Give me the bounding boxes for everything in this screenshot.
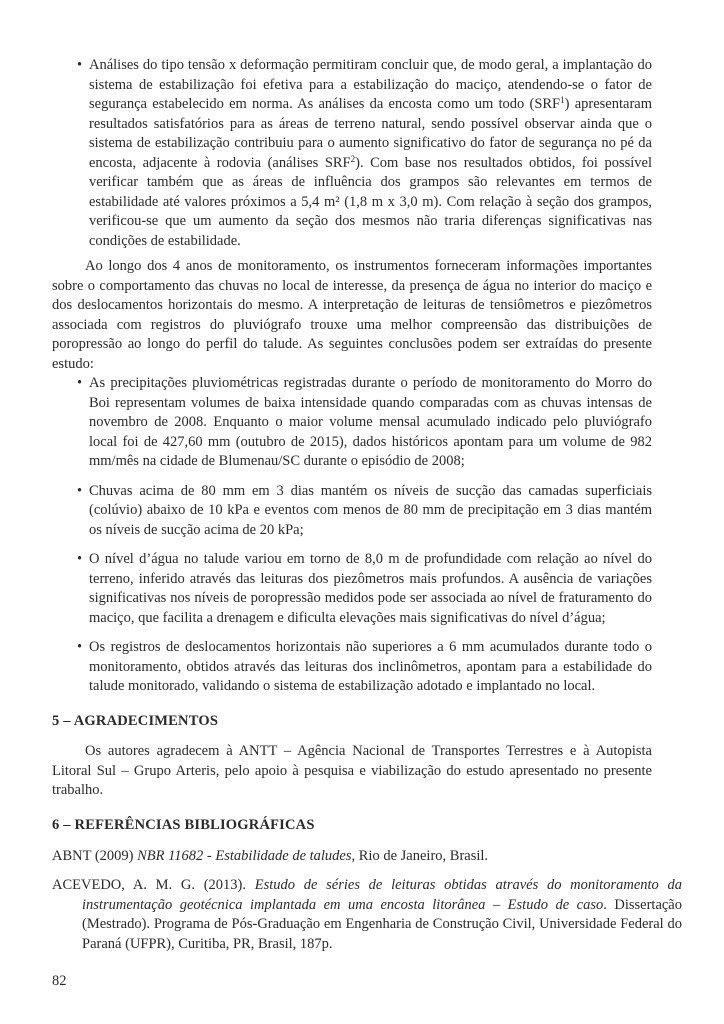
list-item: [52, 56, 652, 251]
bullet-list-analyses: [52, 56, 652, 251]
list-item: [52, 638, 652, 697]
reference-author: ACEVEDO, A. M. G. (2013).: [52, 877, 255, 893]
bullet-icon: •: [77, 639, 83, 655]
page-number: 82: [52, 973, 67, 989]
reference-details: , Rio de Janeiro, Brasil.: [351, 848, 489, 864]
reference-entry: [52, 876, 682, 954]
bullet-list-conclusions: [52, 374, 652, 697]
list-item-text-part: ) apresentaram resultados satisfatórios para as áreas de terreno natural, sendo possível observar ainda que o sistema de estabilização contribuiu para o aumento significativo do fator de segurança no pé da encosta, adjacente à rodovia (análises SRF: [89, 96, 652, 171]
bullet-icon: •: [77, 57, 83, 73]
reference-title: Estudo de séries de leituras obtidas através do monitoramento da instrumentação geotécnica implantada em uma encosta litorânea – Estudo de caso: [82, 877, 683, 913]
bullet-icon: •: [77, 375, 83, 391]
reference-author: ABNT (2009): [52, 848, 138, 864]
list-item-text-part: Análises do tipo tensão x deformação permitiram concluir que, de modo geral, a implantação do sistema de estabilização foi efetiva para a estabilização do maciço, atendendo-se o fator de segurança estabelecido em norma. As análises da encosta como um todo (SRF: [89, 57, 652, 112]
reference-details: . Dissertação (Mestrado). Programa de Pós-Graduação em Engenharia de Construção Civil, Universidade Federal do Paraná (UFPR), Curitiba, PR, Brasil, 187p.: [82, 896, 682, 952]
list-item-text: As precipitações pluviométricas registradas durante o período de monitoramento do Morro do Boi representam volumes de baixa intensidade quando comparadas com as chuvas intensas de novembro de 2008. Enquanto o maior volume mensal acumulado indicado pelo pluviógrafo local foi de 427,60 mm (outubro de 2015), dados históricos apontam para um volume de 982 mm/mês na cidade de Blumenau/SC durante o episódio de 2008;: [89, 375, 652, 469]
list-item-text-part: ). Com base nos resultados obtidos, foi possível verificar também que as áreas de influência dos grampos são relevantes em termos de estabilidade até valores próximos a 5,4 m² (1,8 m x 3,0 m). Com relação à seção dos grampos, verificou-se que um aumento da seção dos mesmos não traria diferenças significativas nas condições de estabilidade.: [89, 154, 652, 249]
list-item-text: O nível d’água no talude variou em torno de 8,0 m de profundidade com relação ao nível do terreno, inferido através das leituras dos piezômetros mais profundos. A ausência de variações significativas nos níveis de poropressão medidos pode ser associada ao nível de fraturamento do maciço, que facilita a drenagem e dificulta elevações mais significativas do nível d’água;: [89, 551, 652, 626]
section-heading-acknowledgements: 5 – AGRADECIMENTOS: [52, 713, 219, 729]
reference-entry: [52, 847, 682, 867]
section-heading-references: 6 – REFERÊNCIAS BIBLIOGRÁFICAS: [52, 817, 315, 833]
list-item: [52, 482, 652, 541]
reference-title: NBR 11682 - Estabilidade de taludes: [137, 848, 352, 864]
paragraph-acknowledgements: Os autores agradecem à ANTT – Agência Nacional de Transportes Terrestres e à Autopista Litoral Sul – Grupo Arteris, pelo apoio à pesquisa e viabilização do estudo apresentado no presente trabalho.: [52, 743, 652, 798]
bullet-icon: •: [77, 551, 83, 567]
list-item: [52, 374, 652, 472]
bullet-icon: •: [77, 482, 83, 499]
paragraph-monitoring: Ao longo dos 4 anos de monitoramento, os instrumentos forneceram informações importantes sobre o comportamento das chuvas no local de interesse, da presença de água no interior do maciço e dos deslocamentos horizontais do mesmo. A interpretação de leituras de tensiômetros e piezômetros associada com registros do pluviógrafo trouxe uma melhor compreensão das distribuições de poropressão ao longo do perfil do talude. As seguintes conclusões podem ser extraídas do presente estudo:: [52, 258, 652, 372]
list-item: [52, 550, 652, 628]
list-item-text: Chuvas acima de 80 mm em 3 dias mantém os níveis de sucção das camadas superficiais (colúvio) abaixo de 10 kPa e eventos com menos de 80 mm de precipitação em 3 dias mantém os níveis de sucção acima de 20 kPa;: [89, 482, 652, 538]
superscript: 2: [350, 153, 356, 164]
superscript: 1: [560, 95, 565, 105]
list-item-text: Os registros de deslocamentos horizontais não superiores a 6 mm acumulados durante todo o monitoramento, obtidos através das leituras dos inclinômetros, apontam para a estabilidade do talude monitorado, validando o sistema de estabilização adotado e implantado no local.: [89, 639, 652, 694]
